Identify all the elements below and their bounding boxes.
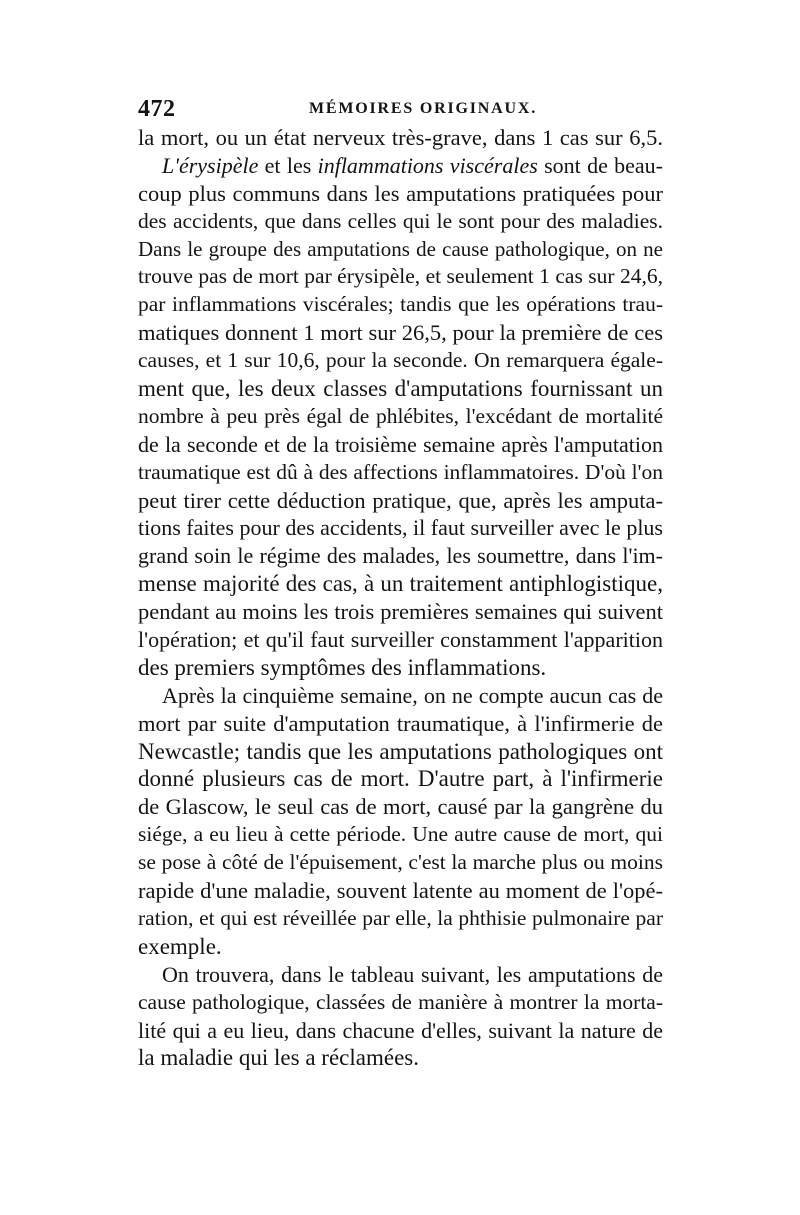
text-line: la mort, ou un état nerveux très-grave, dans 1 cas sur 6,5. — [138, 125, 663, 150]
text-line: se pose à côté de l'épuisement, c'est la marche plus ou moins — [138, 850, 663, 875]
text-line: cause pathologique, classées de manière à montrer la morta- — [138, 989, 663, 1014]
text-line: matiques donnent 1 mort sur 26,5, pour la première de ces — [138, 320, 663, 346]
italic-term: inflammations viscérales — [317, 152, 538, 178]
text-line: Dans le groupe des amputations de cause pathologique, on ne — [138, 236, 663, 261]
text-segment: et les — [258, 152, 318, 178]
body-text — [138, 124, 663, 1072]
text-line: l'opération; et qu'il faut surveiller constamment l'apparition — [138, 627, 663, 653]
text-line: causes, et 1 sur 10,6, pour la seconde. On remarquera égale- — [138, 348, 663, 373]
text-line: exemple. — [138, 933, 222, 959]
text-line: de la seconde et de la troisième semaine après l'amputation — [138, 431, 663, 457]
text-line: des accidents, que dans celles qui le sont pour des maladies. — [138, 208, 663, 233]
running-title: MÉMOIRES ORIGINAUX. — [309, 100, 537, 117]
text-line: ration, et qui est réveillée par elle, la phthisie pulmonaire par — [138, 905, 663, 930]
text-line: tions faites pour des accidents, il faut surveiller avec le plus — [138, 515, 663, 541]
text-line: ment que, les deux classes d'amputations fournissant un — [138, 376, 663, 402]
text-line: siége, a eu lieu à cette période. Une autre cause de mort, qui — [138, 822, 663, 847]
text-line: pendant au moins les trois premières semaines qui suivent — [138, 599, 663, 625]
text-line: de Glascow, le seul cas de mort, causé par la gangrène du — [138, 794, 663, 820]
italic-term: L'érysipèle — [162, 152, 259, 178]
text-line: par inflammations viscérales; tandis que les opérations trau- — [138, 292, 663, 317]
text-line: nombre à peu près égal de phlébites, l'excédant de mortalité — [138, 403, 663, 428]
text-line: traumatique est dû à des affections inflammatoires. D'où l'on — [138, 459, 663, 484]
text-line: mort par suite d'amputation traumatique, à l'infirmerie de — [138, 710, 663, 736]
text-line: la maladie qui les a réclamées. — [138, 1045, 419, 1071]
text-line: rapide d'une maladie, souvent latente au moment de l'opé- — [138, 878, 663, 904]
text-line: peut tirer cette déduction pratique, que, après les amputa- — [138, 487, 663, 513]
text-line: coup plus communs dans les amputations pratiquées pour — [138, 180, 663, 206]
text-line: trouve pas de mort par érysipèle, et seulement 1 cas sur 24,6, — [138, 264, 663, 289]
text-line: grand soin le régime des malades, les soumettre, dans l'im- — [138, 543, 663, 569]
text-line: Après la cinquième semaine, on ne compte aucun cas de — [162, 682, 663, 708]
text-line: lité qui a eu lieu, dans chacune d'elles, suivant la nature de — [138, 1017, 663, 1043]
page-number: 472 — [138, 96, 176, 122]
running-header — [138, 96, 663, 124]
text-line: mense majorité des cas, à un traitement antiphlogistique, — [138, 571, 663, 597]
text-line: Newcastle; tandis que les amputations pathologiques ont — [138, 738, 663, 764]
text-segment: sont de beau- — [537, 152, 663, 178]
text-line: des premiers symptômes des inflammations. — [138, 654, 547, 680]
text-line: On trouvera, dans le tableau suivant, les amputations de — [162, 961, 663, 987]
text-line: donné plusieurs cas de mort. D'autre part, à l'infirmerie — [138, 766, 663, 792]
text-line — [138, 152, 663, 180]
